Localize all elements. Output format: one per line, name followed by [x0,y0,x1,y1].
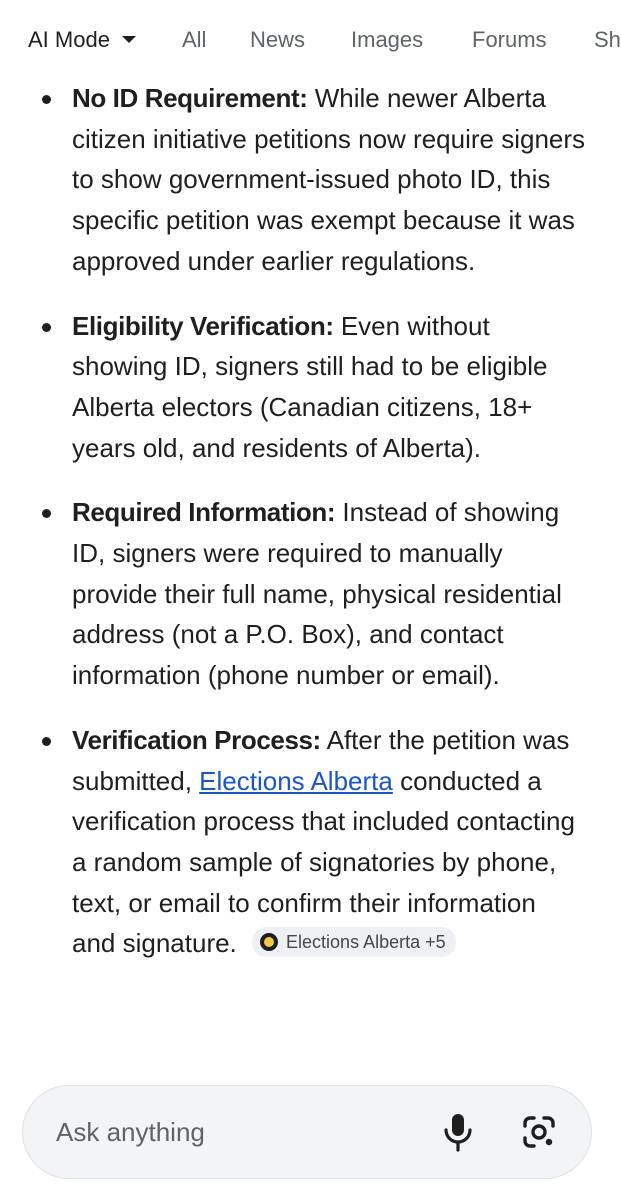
item-lead: No ID Requirement: [72,83,308,113]
answer-bullet-list [0,78,614,964]
bullet-icon [42,95,51,104]
tab-ai-mode-label: AI Mode [28,27,110,52]
search-mode-tabs [0,0,621,80]
source-favicon-icon [260,933,278,951]
lens-camera-icon[interactable] [521,1114,557,1150]
bullet-icon [42,323,51,332]
ask-bar[interactable] [22,1085,592,1179]
list-item [0,720,614,964]
item-lead: Required Information: [72,497,336,528]
source-chip-label: Elections Alberta +5 [286,932,446,953]
microphone-icon[interactable] [441,1112,475,1152]
list-item [0,492,614,696]
item-lead: Eligibility Verification: [72,310,334,341]
bullet-icon [42,509,51,518]
item-text: Instead of showing ID, signers were required to manually provide their full name, physical residential address (not a P.O. Box), and contact information (phone number or email). [72,497,562,691]
list-item [0,306,614,469]
tab-shopping[interactable]: Sh [594,27,621,52]
tab-ai-mode[interactable] [28,26,136,54]
list-item [0,78,614,282]
item-text: After the petition was submitted, [72,724,570,796]
search-input[interactable]: Ask anything [56,1117,205,1147]
item-lead: Verification Process: [72,724,321,755]
content-fade [0,1040,614,1080]
tab-images[interactable]: Images [351,27,424,52]
tab-forums[interactable]: Forums [472,27,547,52]
elections-alberta-link[interactable]: Elections Alberta [199,765,393,796]
item-text: While newer Alberta citizen initiative petitions now require signers to show government-issued photo ID, this specific petition was exempt because it was approved under earlier regulations. [72,83,586,276]
bullet-icon [42,737,51,746]
item-text: Even without showing ID, signers still had to be eligible Alberta electors (Canadian citizens, 18+ years old, and residents of Alberta). [72,310,548,463]
chevron-down-icon [122,36,136,43]
item-text: conducted a verification process that included contacting a random sample of signatories by phone, text, or email to confirm their information and signature. [72,765,575,959]
source-chip[interactable] [252,927,456,957]
tab-news[interactable]: News [250,27,306,52]
tab-all[interactable]: All [182,27,207,52]
ai-answer-content [0,78,614,1063]
